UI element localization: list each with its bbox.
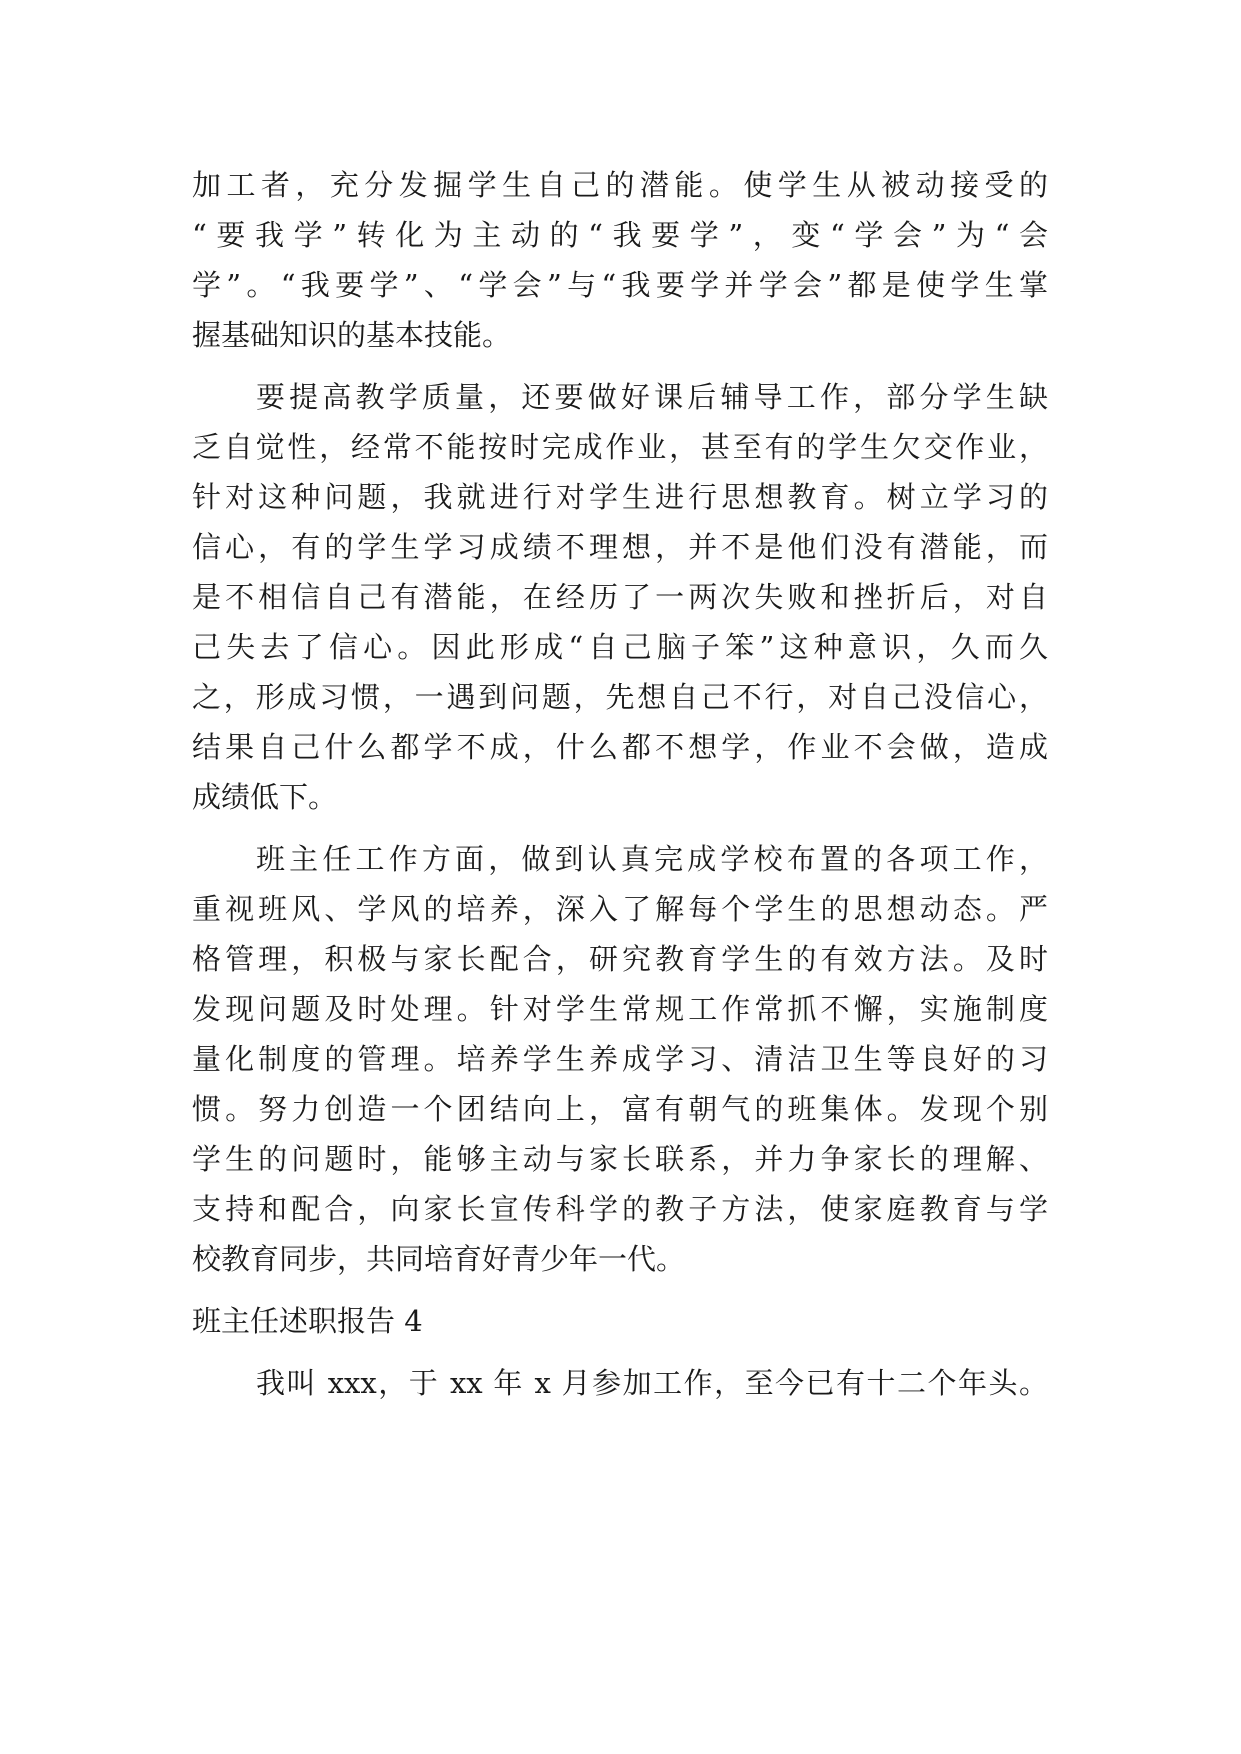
paragraph-class-teacher-work	[192, 834, 1048, 1284]
text-line: 班主任工作方面，做到认真完成学校布置的各项工作，	[256, 842, 1048, 876]
text-line: 支持和配合，向家长宣传科学的教子方法，使家庭教育与学	[192, 1192, 1048, 1226]
text-line: 结果自己什么都学不成，什么都不想学，作业不会做，造成	[192, 730, 1048, 764]
text-line: 重视班风、学风的培养，深入了解每个学生的思想动态。严	[192, 892, 1048, 926]
paragraph-tutoring	[192, 372, 1048, 822]
text-line: 之，形成习惯，一遇到问题，先想自己不行，对自己没信心，	[192, 680, 1048, 714]
text-line: “要我学”转化为主动的“我要学”，变“学会”为“会	[192, 218, 1048, 252]
text-line: 惯。努力创造一个团结向上，富有朝气的班集体。发现个别	[192, 1092, 1048, 1126]
text-line: 格管理，积极与家长配合，研究教育学生的有效方法。及时	[192, 942, 1048, 976]
text-line: 握基础知识的基本技能。	[192, 318, 512, 352]
text-line: 学生的问题时，能够主动与家长联系，并力争家长的理解、	[192, 1142, 1048, 1176]
text-line: 己失去了信心。因此形成“自己脑子笨”这种意识，久而久	[192, 630, 1048, 664]
text-line: 发现问题及时处理。针对学生常规工作常抓不懈，实施制度	[192, 992, 1048, 1026]
paragraph-continuation	[192, 160, 1048, 360]
document-body	[192, 160, 1048, 1408]
text-line: 学”。“我要学”、“学会”与“我要学并学会”都是使学生掌	[192, 268, 1048, 302]
text-line: 是不相信自己有潜能，在经历了一两次失败和挫折后，对自	[192, 580, 1048, 614]
section-heading: 班主任述职报告 4	[192, 1304, 423, 1338]
text-line: 信心，有的学生学习成绩不理想，并不是他们没有潜能，而	[192, 530, 1048, 564]
text-line: 加工者，充分发掘学生自己的潜能。使学生从被动接受的	[192, 168, 1048, 202]
text-line: 校教育同步，共同培育好青少年一代。	[192, 1242, 686, 1276]
text-line: 针对这种问题，我就进行对学生进行思想教育。树立学习的	[192, 480, 1048, 514]
text-line: 乏自觉性，经常不能按时完成作业，甚至有的学生欠交作业，	[192, 430, 1048, 464]
text-line: 要提高教学质量，还要做好课后辅导工作，部分学生缺	[256, 380, 1048, 414]
text-line: 成绩低下。	[192, 780, 338, 814]
text-line-intro: 我叫 xxx，于 xx 年 x 月参加工作，至今已有十二个年头。	[256, 1366, 1048, 1400]
text-line: 量化制度的管理。培养学生养成学习、清洁卫生等良好的习	[192, 1042, 1048, 1076]
